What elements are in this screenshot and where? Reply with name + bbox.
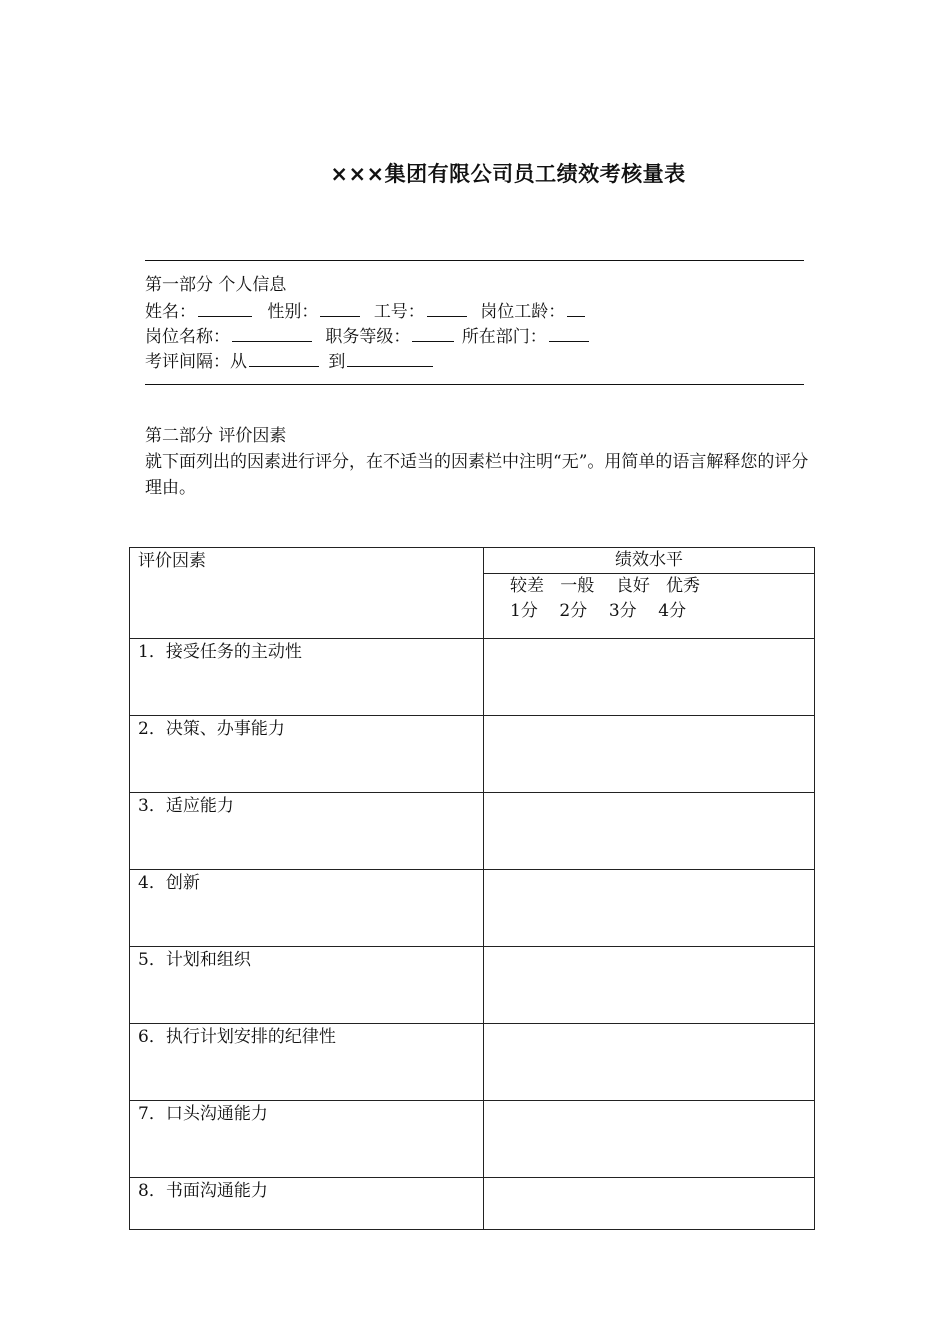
seniority-field[interactable] [567,298,585,317]
factor-row-label: 7．口头沟通能力 [130,1101,484,1178]
rating-cell[interactable] [484,793,815,870]
period-from-field[interactable] [249,348,319,367]
name-field[interactable] [198,298,252,317]
grade-label: 职务等级： [325,327,411,347]
section-divider-top [145,260,804,261]
name-label: 姓名： [145,302,196,322]
factor-row-label: 2．决策、办事能力 [130,716,484,793]
department-field[interactable] [549,323,589,342]
personal-info-row-1 [145,298,587,324]
section-divider-bottom [145,384,804,385]
rating-cell[interactable] [484,870,815,947]
gender-label: 性别： [267,302,319,322]
period-to-field[interactable] [347,348,433,367]
personal-info-row-3 [145,348,435,374]
rating-cell[interactable] [484,1101,815,1178]
performance-level-header: 绩效水平 [484,548,815,574]
position-label: 岗位名称： [145,327,230,347]
rating-cell[interactable] [484,947,815,1024]
rating-levels: 较差 一般 良好 优秀 [510,575,701,596]
factor-row-label: 6．执行计划安排的纪律性 [130,1024,484,1101]
factor-row-label: 1．接受任务的主动性 [130,639,484,716]
rating-cell[interactable] [484,716,815,793]
rating-cell[interactable] [484,1178,815,1230]
rating-cell[interactable] [484,1024,815,1101]
department-label: 所在部门： [461,327,547,347]
employee-id-label: 工号： [373,302,425,322]
seniority-label: 岗位工龄： [480,302,566,322]
rating-scores: 1分 2分 3分 4分 [510,600,687,621]
factor-row-label: 8．书面沟通能力 [130,1178,484,1230]
rating-cell[interactable] [484,639,815,716]
part1-heading: 第一部分 个人信息 [145,275,287,295]
factor-row-label: 5．计划和组织 [130,947,484,1024]
position-field[interactable] [232,323,312,342]
grade-field[interactable] [412,323,454,342]
part2-instructions: 就下面列出的因素进行评分，在不适当的因素栏中注明“无”。用简单的语言解释您的评分理由。 [145,452,809,498]
evaluation-table [129,547,815,1230]
part2-heading: 第二部分 评价因素 [145,426,287,446]
gender-field[interactable] [320,298,360,317]
period-from-label: 考评间隔：从 [145,352,247,372]
factor-column-header: 评价因素 [130,548,484,639]
period-to-label: 到 [328,352,346,372]
factor-row-label: 3．适应能力 [130,793,484,870]
personal-info-row-2 [145,323,591,349]
factor-row-label: 4．创新 [130,870,484,947]
document-title: ×××集团有限公司员工绩效考核量表 [330,162,686,186]
employee-id-field[interactable] [427,298,467,317]
rating-scale-legend [484,573,815,638]
